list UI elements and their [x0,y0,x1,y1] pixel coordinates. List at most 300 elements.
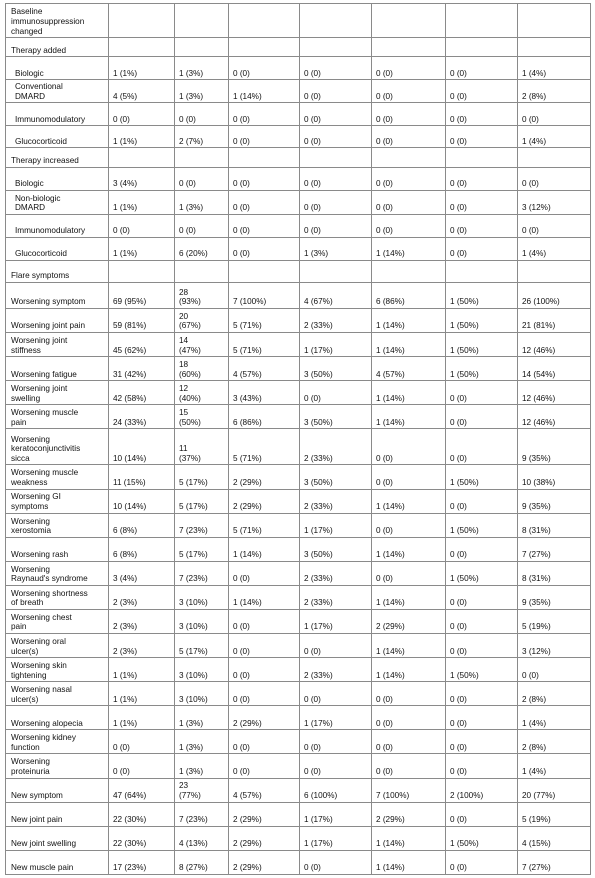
table-cell: 3 (12%) [518,634,591,658]
table-cell: 1 (1%) [109,706,175,730]
table-cell: 7 (23%) [175,513,229,537]
table-cell: 0 (0) [372,754,446,778]
table-cell [372,148,446,167]
table-cell: 0 (0) [446,405,518,429]
table-cell: 1 (4%) [518,706,591,730]
table-cell: 2 (33%) [300,585,372,609]
table-cell: 5 (71%) [229,333,300,357]
table-cell: 2 (8%) [518,80,591,103]
table-row [6,706,591,730]
table-cell: 3 (10%) [175,609,229,633]
table-cell: 0 (0) [446,381,518,405]
table-cell: 2 (29%) [229,802,300,826]
row-label: Worsening Raynaud's syndrome [6,561,109,585]
row-label: New joint swelling [6,826,109,850]
row-label: Worsening skin tightening [6,658,109,682]
table-cell: 0 (0) [518,658,591,682]
table-cell: 5 (71%) [229,308,300,332]
row-label: Immunomodulatory [6,214,109,237]
table-row [6,682,591,706]
table-cell: 0 (0) [372,57,446,80]
table-cell: 0 (0) [109,754,175,778]
table-row [6,38,591,57]
table-cell: 0 (0) [518,214,591,237]
table-cell: 0 (0) [300,103,372,126]
table-row [6,609,591,633]
table-cell: 0 (0) [229,561,300,585]
table-cell: 5 (19%) [518,802,591,826]
table-cell: 4 (57%) [229,778,300,802]
row-label: Worsening kidney function [6,730,109,754]
table-cell: 12 (46%) [518,381,591,405]
table-cell: 10 (38%) [518,465,591,489]
row-label: Worsening GI symptoms [6,489,109,513]
table-cell: 0 (0) [446,126,518,148]
table-row [6,429,591,465]
table-cell: 0 (0) [300,167,372,190]
table-cell: 0 (0) [446,80,518,103]
table-cell: 0 (0) [229,237,300,260]
table-cell: 1 (50%) [446,826,518,850]
row-label: Worsening rash [6,537,109,561]
table-cell: 0 (0) [446,190,518,214]
table-cell [518,260,591,282]
table-cell: 2 (100%) [446,778,518,802]
table-cell: 7 (100%) [372,778,446,802]
table-cell [175,260,229,282]
table-cell: 1 (14%) [372,537,446,561]
table-cell: 7 (23%) [175,802,229,826]
table-row [6,214,591,237]
table-cell: 0 (0) [446,585,518,609]
table-cell: 1 (4%) [518,57,591,80]
row-label: Worsening xerostomia [6,513,109,537]
table-cell: 1 (17%) [300,826,372,850]
table-cell: 0 (0) [300,57,372,80]
table-cell: 1 (1%) [109,682,175,706]
table-cell: 4 (13%) [175,826,229,850]
table-cell: 18 (60%) [175,357,229,381]
table-cell: 42 (58%) [109,381,175,405]
row-label: Immunomodulatory [6,103,109,126]
table-cell: 1 (14%) [229,80,300,103]
table-cell: 10 (14%) [109,429,175,465]
table-cell: 31 (42%) [109,357,175,381]
table-cell: 2 (29%) [372,802,446,826]
table-cell [175,148,229,167]
table-cell: 1 (3%) [175,754,229,778]
table-cell: 7 (27%) [518,537,591,561]
table-cell: 5 (71%) [229,513,300,537]
table-cell: 8 (31%) [518,561,591,585]
table-cell: 1 (3%) [175,57,229,80]
row-label: Worsening chest pain [6,609,109,633]
table-cell: 4 (57%) [229,357,300,381]
table-row [6,381,591,405]
table-cell: 5 (17%) [175,465,229,489]
table-cell: 1 (14%) [372,634,446,658]
table-cell: 3 (50%) [300,465,372,489]
table-cell: 0 (0) [229,609,300,633]
table-cell: 0 (0) [300,381,372,405]
row-label: New symptom [6,778,109,802]
table-cell: 7 (27%) [518,850,591,874]
table-cell: 1 (50%) [446,561,518,585]
table-cell: 1 (4%) [518,237,591,260]
table-cell: 6 (100%) [300,778,372,802]
table-cell: 3 (10%) [175,658,229,682]
data-table [5,3,591,875]
table-cell: 6 (20%) [175,237,229,260]
table-cell: 0 (0) [372,190,446,214]
table-cell: 8 (31%) [518,513,591,537]
table-cell: 1 (1%) [109,126,175,148]
table-cell: 2 (3%) [109,585,175,609]
table-row [6,4,591,38]
table-cell [300,38,372,57]
table-cell: 0 (0) [446,57,518,80]
table-cell [300,4,372,38]
table-row [6,850,591,874]
table-cell: 1 (14%) [229,537,300,561]
table-cell: 6 (8%) [109,537,175,561]
table-cell: 47 (64%) [109,778,175,802]
table-cell [175,4,229,38]
table-row [6,308,591,332]
table-cell: 0 (0) [175,214,229,237]
table-cell: 0 (0) [300,682,372,706]
table-row [6,802,591,826]
table-cell: 3 (43%) [229,381,300,405]
table-cell: 2 (8%) [518,682,591,706]
row-label: Worsening joint pain [6,308,109,332]
table-cell: 0 (0) [372,730,446,754]
table-cell: 0 (0) [109,214,175,237]
table-cell: 7 (100%) [229,282,300,308]
table-cell: 2 (29%) [229,706,300,730]
table-cell: 5 (17%) [175,489,229,513]
table-cell: 0 (0) [372,80,446,103]
table-cell [372,38,446,57]
table-cell: 12 (46%) [518,405,591,429]
table-row [6,405,591,429]
table-cell: 0 (0) [446,706,518,730]
table-cell: 5 (17%) [175,537,229,561]
table-row [6,513,591,537]
table-cell: 0 (0) [229,167,300,190]
table-cell: 3 (4%) [109,167,175,190]
row-label: Glucocorticoid [6,126,109,148]
table-cell: 2 (33%) [300,658,372,682]
table-cell: 0 (0) [300,634,372,658]
table-row [6,778,591,802]
table-row [6,167,591,190]
table-cell: 12 (46%) [518,333,591,357]
table-cell: 4 (67%) [300,282,372,308]
table-cell: 1 (14%) [372,381,446,405]
table-cell: 0 (0) [446,214,518,237]
table-cell: 1 (17%) [300,802,372,826]
table-cell: 0 (0) [300,126,372,148]
table-cell [175,38,229,57]
table-cell: 0 (0) [109,103,175,126]
table-cell: 1 (50%) [446,308,518,332]
table-row [6,190,591,214]
table-cell: 0 (0) [300,80,372,103]
table-cell: 1 (3%) [300,237,372,260]
table-cell: 1 (50%) [446,513,518,537]
row-label: Conventional DMARD [6,80,109,103]
table-cell: 1 (17%) [300,513,372,537]
table-cell: 0 (0) [372,167,446,190]
row-label: Flare symptoms [6,260,109,282]
table-cell: 1 (1%) [109,237,175,260]
table-cell: 0 (0) [446,609,518,633]
table-cell: 1 (3%) [175,730,229,754]
row-label: Worsening joint stiffness [6,333,109,357]
table-cell: 1 (1%) [109,190,175,214]
table-cell: 0 (0) [446,237,518,260]
table-row [6,826,591,850]
row-label: Worsening shortness of breath [6,585,109,609]
table-row [6,282,591,308]
table-cell: 2 (7%) [175,126,229,148]
table-cell: 0 (0) [372,429,446,465]
table-cell: 1 (3%) [175,190,229,214]
table-cell: 2 (29%) [229,826,300,850]
table-cell: 0 (0) [372,214,446,237]
table-cell: 0 (0) [518,167,591,190]
table-cell: 1 (14%) [372,850,446,874]
table-row [6,237,591,260]
table-cell: 4 (15%) [518,826,591,850]
row-label: Non-biologic DMARD [6,190,109,214]
table-row [6,561,591,585]
table-cell: 0 (0) [300,754,372,778]
table-cell: 0 (0) [229,214,300,237]
table-cell: 1 (14%) [372,585,446,609]
table-cell: 1 (14%) [372,308,446,332]
table-cell: 0 (0) [446,730,518,754]
table-cell: 1 (50%) [446,658,518,682]
table-cell: 1 (14%) [372,658,446,682]
table-cell [446,4,518,38]
table-row [6,126,591,148]
row-label: Baseline immunosuppression changed [6,4,109,38]
table-cell: 0 (0) [446,634,518,658]
table-cell: 6 (86%) [229,405,300,429]
table-cell: 15 (50%) [175,405,229,429]
table-cell [518,38,591,57]
table-cell: 3 (50%) [300,537,372,561]
table-cell: 1 (50%) [446,357,518,381]
table-cell: 0 (0) [300,190,372,214]
row-label: Worsening keratoconjunctivitis sicca [6,429,109,465]
table-cell: 12 (40%) [175,381,229,405]
table-cell [229,148,300,167]
table-cell: 1 (14%) [372,489,446,513]
table-cell [109,4,175,38]
table-row [6,465,591,489]
row-label: Worsening proteinuria [6,754,109,778]
table-cell [229,260,300,282]
row-label: Therapy increased [6,148,109,167]
table-cell: 0 (0) [229,57,300,80]
table-cell [446,260,518,282]
table-cell: 2 (29%) [229,465,300,489]
row-label: Worsening joint swelling [6,381,109,405]
table-cell: 4 (5%) [109,80,175,103]
table-cell: 0 (0) [446,167,518,190]
row-label: Worsening alopecia [6,706,109,730]
table-cell: 20 (77%) [518,778,591,802]
row-label: Therapy added [6,38,109,57]
table-cell: 1 (4%) [518,754,591,778]
table-cell: 22 (30%) [109,802,175,826]
table-cell: 0 (0) [229,634,300,658]
table-cell: 2 (29%) [229,489,300,513]
table-cell: 3 (4%) [109,561,175,585]
table-cell: 1 (3%) [175,80,229,103]
table-row [6,260,591,282]
table-cell: 1 (1%) [109,658,175,682]
table-cell: 0 (0) [175,103,229,126]
table-cell: 14 (54%) [518,357,591,381]
table-cell: 28 (93%) [175,282,229,308]
table-cell: 0 (0) [372,103,446,126]
table-cell: 0 (0) [446,489,518,513]
table-row [6,80,591,103]
table-cell [229,38,300,57]
table-cell: 69 (95%) [109,282,175,308]
row-label: New muscle pain [6,850,109,874]
table-cell: 0 (0) [446,754,518,778]
table-cell: 45 (62%) [109,333,175,357]
table-cell: 6 (86%) [372,282,446,308]
table-cell: 0 (0) [518,103,591,126]
table-cell: 2 (29%) [372,609,446,633]
table-cell: 2 (33%) [300,489,372,513]
table-cell: 24 (33%) [109,405,175,429]
table-cell: 0 (0) [372,682,446,706]
table-cell: 0 (0) [300,850,372,874]
table-cell: 1 (50%) [446,465,518,489]
table-cell: 9 (35%) [518,489,591,513]
table-cell: 1 (50%) [446,282,518,308]
table-cell: 3 (50%) [300,405,372,429]
table-cell: 5 (19%) [518,609,591,633]
table-cell: 14 (47%) [175,333,229,357]
table-cell: 0 (0) [372,706,446,730]
table-cell: 2 (8%) [518,730,591,754]
table-cell: 3 (12%) [518,190,591,214]
table-row [6,148,591,167]
table-row [6,357,591,381]
table-cell: 20 (67%) [175,308,229,332]
table-cell: 3 (10%) [175,682,229,706]
table-cell: 0 (0) [372,561,446,585]
table-cell: 1 (17%) [300,706,372,730]
table-cell: 1 (17%) [300,333,372,357]
row-label: Worsening nasal ulcer(s) [6,682,109,706]
table-cell: 1 (17%) [300,609,372,633]
table-cell: 2 (3%) [109,609,175,633]
table-row [6,537,591,561]
table-cell: 0 (0) [446,103,518,126]
table-cell: 0 (0) [300,730,372,754]
table-cell: 10 (14%) [109,489,175,513]
table-row [6,333,591,357]
table-cell [229,4,300,38]
table-cell: 11 (37%) [175,429,229,465]
table-cell [109,148,175,167]
table-cell: 8 (27%) [175,850,229,874]
table-cell: 1 (4%) [518,126,591,148]
table-cell: 0 (0) [229,730,300,754]
table-cell [109,38,175,57]
row-label: Worsening fatigue [6,357,109,381]
table-cell: 59 (81%) [109,308,175,332]
table-cell: 3 (50%) [300,357,372,381]
table-cell [109,260,175,282]
table-cell: 11 (15%) [109,465,175,489]
table-cell: 17 (23%) [109,850,175,874]
table-cell [300,260,372,282]
table-row [6,754,591,778]
table-cell: 5 (71%) [229,429,300,465]
table-row [6,658,591,682]
table-row [6,489,591,513]
table-cell: 1 (50%) [446,333,518,357]
table-cell: 1 (14%) [229,585,300,609]
table-cell: 0 (0) [372,465,446,489]
table-cell: 1 (14%) [372,405,446,429]
table-cell: 2 (33%) [300,308,372,332]
table-cell: 1 (14%) [372,237,446,260]
table-row [6,585,591,609]
table-cell: 0 (0) [446,429,518,465]
table-cell: 0 (0) [446,537,518,561]
table-cell [518,148,591,167]
table-row [6,103,591,126]
table-cell: 3 (10%) [175,585,229,609]
table-cell: 7 (23%) [175,561,229,585]
table-cell: 26 (100%) [518,282,591,308]
table-body [6,4,591,875]
table-cell [446,148,518,167]
table-cell: 2 (3%) [109,634,175,658]
table-cell: 0 (0) [229,126,300,148]
table-cell: 0 (0) [372,126,446,148]
row-label: Biologic [6,167,109,190]
row-label: Biologic [6,57,109,80]
table-cell [446,38,518,57]
table-cell: 0 (0) [175,167,229,190]
table-cell [300,148,372,167]
table-cell: 1 (3%) [175,706,229,730]
table-cell: 21 (81%) [518,308,591,332]
table-cell [372,260,446,282]
table-cell: 4 (57%) [372,357,446,381]
row-label: Worsening symptom [6,282,109,308]
table-cell: 2 (33%) [300,429,372,465]
row-label: New joint pain [6,802,109,826]
table-cell: 23 (77%) [175,778,229,802]
table-cell: 2 (29%) [229,850,300,874]
table-cell: 9 (35%) [518,429,591,465]
table-cell: 0 (0) [229,658,300,682]
table-cell: 1 (1%) [109,57,175,80]
